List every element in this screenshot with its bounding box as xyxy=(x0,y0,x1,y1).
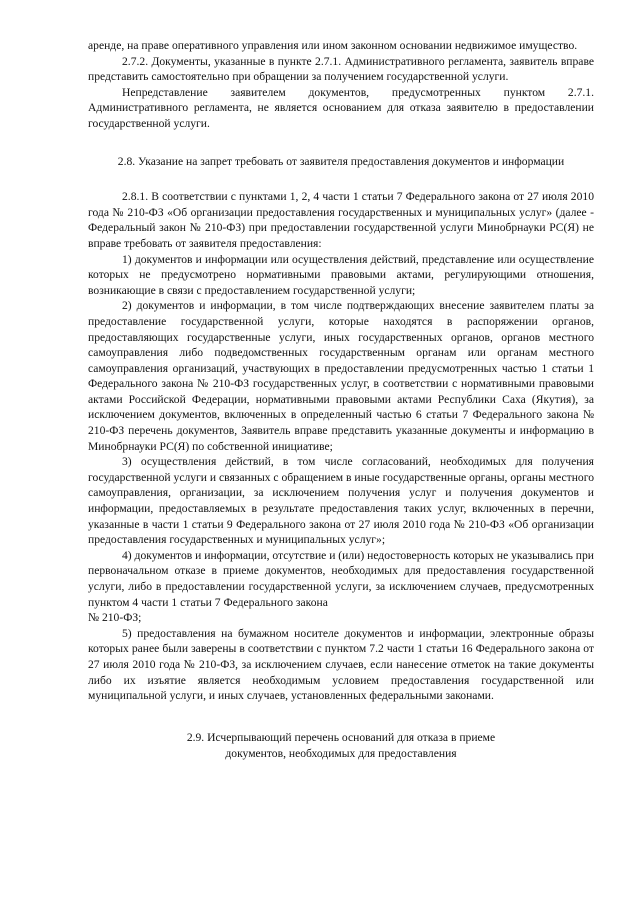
list-item-4: 4) документов и информации, отсутствие и (или) недостоверность которых не указывались при первоначальном отказе в приеме документов, необходимых для предоставления государственной услуги, либо в предоставлении государственной услуги, за исключением случаев, предусмотренных пунктом 4 части 1 статьи 7 Федерального закона xyxy=(88,548,594,609)
paragraph-nonsubmission: Непредставление заявителем документов, предусмотренных пунктом 2.7.1. Административного регламента, не является основанием для отказа заявителю в предоставлении государственной услуги. xyxy=(88,85,594,130)
list-item-2: 2) документов и информации, в том числе подтверждающих внесение заявителем платы за предоставление государственной услуги, которые находятся в распоряжении органов, предоставляющих государственные услуги, иных государственных органов, органов местного самоуправления либо подведомственных государственным органам или органам местного самоуправления организаций, участвующих в предоставлении предусмотренных частью 1 статьи 1 Федерального закона № 210-ФЗ государственных услуг, в соответствии с нормативными правовыми актами Российской Федерации, нормативными правовыми актами Республики Саха (Якутия), за исключением документов, включенных в определенный частью 6 статьи 7 Федерального закона № 210-ФЗ перечень документов, Заявитель вправе представить указанные документы и информацию в Минобрнауки РС(Я) по собственной инициативе; xyxy=(88,299,594,453)
section-heading-2-9-line2: документов, необходимых для предоставления xyxy=(225,746,457,760)
list-item-3: 3) осуществления действий, в том числе согласований, необходимых для получения государственной услуги и связанных с обращением в иные государственные органы, органы местного самоуправления, организации, за исключением получения услуг и получения документов и информации, предоставляемых в результате предоставления таких услуг, включенных в перечни, указанные в части 1 статьи 9 Федерального закона от 27 июля 2010 года № 210-ФЗ «Об организации предоставления государственных и муниципальных услуг»; xyxy=(88,455,594,547)
list-item-5: 5) предоставления на бумажном носителе документов и информации, электронные образы которых ранее были заверены в соответствии с пунктом 7.2 части 1 статьи 16 Федерального закона от 27 июля 2010 года № 210-ФЗ, за исключением случаев, если нанесение отметок на такие документы либо их изъятие является необходимым условием предоставления государственной или муниципальной услуги, и иных случаев, установленных федеральными законами. xyxy=(88,626,594,703)
paragraph-continuation: аренде, на праве оперативного управления или ином законном основании недвижимое имущество. xyxy=(88,39,578,52)
paragraph-2-8-1: 2.8.1. В соответствии с пунктами 1, 2, 4 части 1 статьи 7 Федерального закона от 27 июля 2010 года № 210-ФЗ «Об организации предоставления государственных и муниципальных услуг» (далее - Федеральный закон № 210-ФЗ) при предоставлении государственной услуги Минобрнауки РС(Я) не вправе требовать от заявителя предоставления: xyxy=(88,190,594,250)
section-heading-2-9 xyxy=(88,730,594,762)
section-heading-2-9-line1: 2.9. Исчерпывающий перечень оснований для отказа в приеме xyxy=(186,730,496,744)
list-item-1: 1) документов и информации или осуществления действий, представление или осуществление которых не предусмотрено нормативными правовыми актами, регулирующими отношения, возникающие в связи с предоставлением государственной услуги; xyxy=(88,252,594,297)
paragraph-2-7-2: 2.7.2. Документы, указанные в пункте 2.7.1. Административного регламента, заявитель вправе представить самостоятельно при обращении за получением государственной услуги. xyxy=(88,54,594,84)
section-heading-2-8: 2.8. Указание на запрет требовать от заявителя предоставления документов и информации xyxy=(117,154,565,168)
list-item-4-tail: № 210-ФЗ; xyxy=(88,611,142,625)
